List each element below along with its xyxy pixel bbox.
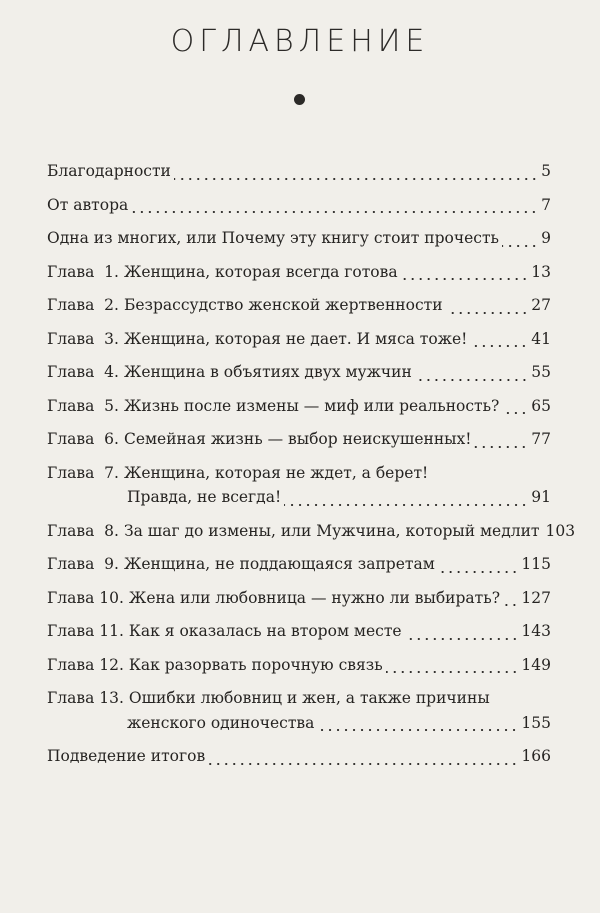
chapter-label: Глава 10. — [47, 588, 124, 607]
toc-entry — [47, 682, 551, 740]
dot-leader — [474, 446, 528, 448]
entry-title: Благодарности — [47, 162, 171, 180]
entry-title: Семейная жизнь — выбор неискушенных! — [123, 430, 472, 448]
entry-title: Одна из многих, или Почему эту книгу стоит прочесть — [47, 229, 499, 247]
page-number: 103 — [545, 521, 576, 540]
entry-title: Ошибки любовниц и жен, а также причины — [128, 689, 490, 707]
toc-line — [47, 582, 551, 616]
page-number: 65 — [531, 396, 551, 415]
dot-leader — [502, 412, 528, 414]
entry-title: Правда, не всегда! — [127, 488, 282, 506]
chapter-label: Глава 5. — [47, 396, 119, 415]
dot-leader — [470, 345, 528, 347]
toc-line — [47, 356, 551, 390]
page-number: 149 — [521, 655, 551, 674]
toc-line — [47, 222, 551, 256]
page-number: 13 — [531, 262, 551, 281]
entry-title: Женщина, которая не ждет, а берет! — [123, 463, 429, 482]
page-title: ОГЛАВЛЕНИЕ — [170, 24, 430, 59]
toc-entry — [47, 189, 551, 223]
toc-line — [47, 649, 551, 683]
bullet-ornament — [294, 94, 305, 105]
dot-leader — [415, 379, 528, 381]
toc-entry — [47, 155, 551, 189]
chapter-label: Глава 7. — [47, 463, 119, 482]
dot-leader — [131, 211, 538, 213]
entry-title: Женщина, не поддающаяся запретам — [123, 555, 435, 573]
page-number: 9 — [541, 229, 551, 247]
toc-line — [47, 189, 551, 223]
page-number: 91 — [531, 488, 551, 506]
toc-line — [47, 155, 551, 189]
table-of-contents — [47, 155, 576, 774]
entry-title: Как разорвать порочную связь — [128, 655, 383, 674]
toc-line — [47, 323, 551, 357]
page-number: 115 — [521, 555, 551, 573]
toc-entry — [47, 515, 576, 549]
dot-leader — [386, 671, 519, 673]
toc-line — [47, 615, 551, 649]
toc-entry — [47, 423, 551, 457]
dot-leader — [438, 571, 519, 573]
chapter-label: Глава 3. — [47, 329, 119, 348]
entry-title: За шаг до измены, или Мужчина, который медлит — [123, 521, 540, 540]
page-number: 127 — [521, 588, 551, 607]
chapter-label: Глава 8. — [47, 521, 119, 540]
toc-entry — [47, 356, 551, 390]
dot-leader — [503, 604, 518, 606]
toc-line — [47, 423, 551, 457]
dot-leader — [401, 278, 529, 280]
chapter-label: Глава 12. — [47, 655, 124, 674]
toc-entry — [47, 390, 551, 424]
dot-leader — [317, 729, 518, 731]
page-number: 155 — [521, 713, 551, 732]
page-number: 143 — [521, 622, 551, 640]
page-number: 5 — [541, 162, 551, 180]
toc-entry — [47, 582, 551, 616]
toc-entry — [47, 256, 551, 290]
entry-title: Женщина в объятиях двух мужчин — [123, 363, 412, 381]
chapter-label: Глава 4. — [47, 363, 119, 381]
page-number: 7 — [541, 195, 551, 214]
dot-leader — [174, 178, 538, 180]
dot-leader — [502, 245, 538, 247]
toc-line — [47, 256, 551, 290]
page-number: 27 — [531, 296, 551, 314]
entry-title: От автора — [47, 195, 129, 214]
entry-title: Женщина, которая не дает. И мяса тоже! — [123, 329, 468, 348]
toc-line — [47, 548, 551, 582]
page-number: 41 — [531, 329, 551, 348]
entry-title: Безрассудство женской жертвенности — [123, 296, 443, 314]
chapter-label: Глава 6. — [47, 430, 119, 448]
chapter-label: Глава 13. — [47, 689, 124, 707]
entry-title: женского одиночества — [127, 713, 315, 732]
entry-title: Женщина, которая всегда готова — [123, 262, 398, 281]
dot-leader — [208, 763, 518, 765]
toc-line — [47, 289, 551, 323]
toc-entry — [47, 457, 551, 515]
entry-title: Подведение итогов — [47, 747, 206, 765]
page-number: 55 — [531, 363, 551, 381]
dot-leader — [284, 504, 528, 506]
toc-entry — [47, 289, 551, 323]
toc-entry — [47, 323, 551, 357]
toc-line — [47, 740, 551, 774]
chapter-label: Глава 11. — [47, 622, 124, 640]
entry-title: Жена или любовница — нужно ли выбирать? — [128, 588, 500, 607]
toc-entry — [47, 548, 551, 582]
entry-title: Как я оказалась на втором месте — [128, 622, 402, 640]
chapter-label: Глава 9. — [47, 555, 119, 573]
toc-line — [47, 515, 576, 549]
entry-title: Жизнь после измены — миф или реальность? — [123, 396, 500, 415]
toc-line — [47, 390, 551, 424]
page-number: 77 — [531, 430, 551, 448]
page-number: 166 — [521, 747, 551, 765]
toc-entry — [47, 222, 551, 256]
chapter-label: Глава 1. — [47, 262, 119, 281]
toc-entry — [47, 740, 551, 774]
toc-entry — [47, 615, 551, 649]
toc-entry — [47, 649, 551, 683]
dot-leader — [405, 638, 519, 640]
dot-leader — [446, 312, 529, 314]
chapter-label: Глава 2. — [47, 296, 119, 314]
